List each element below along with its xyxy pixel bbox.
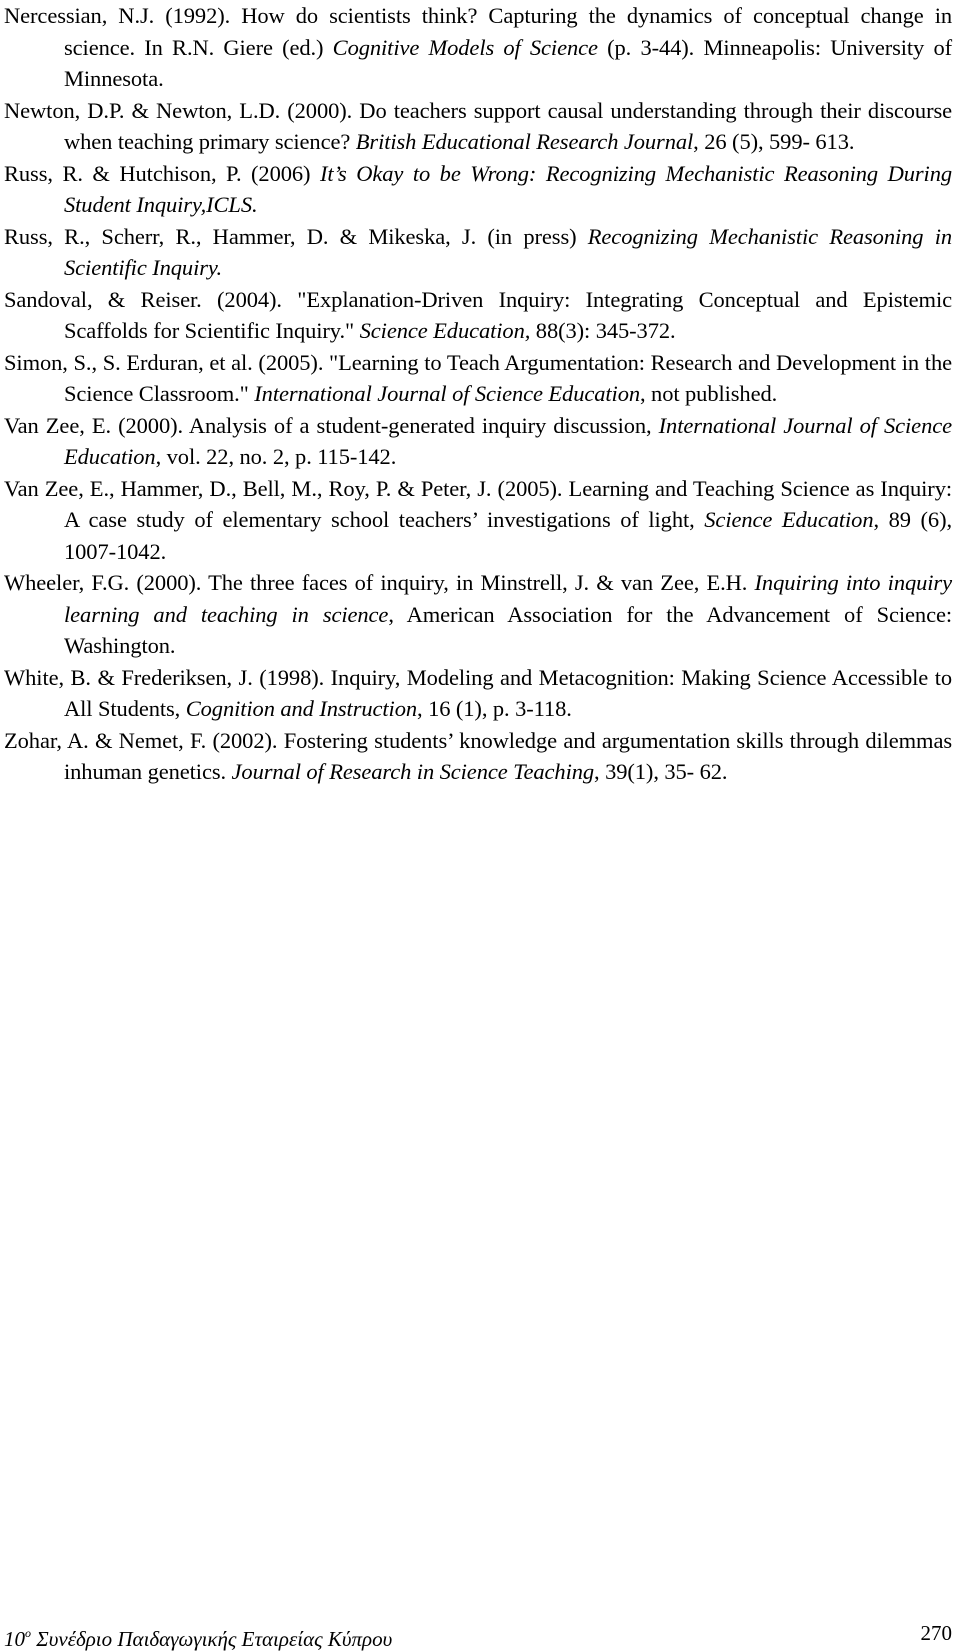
reference-entry: [4, 662, 952, 725]
reference-entry: [4, 473, 952, 568]
reference-text: , 89 (6), 1007-1042.: [64, 507, 952, 564]
reference-title-italic: It’s Okay to be Wrong: Recognizing Mechanistic Reasoning During Student Inquiry,ICLS.: [64, 160, 952, 217]
reference-text: Russ, R. & Hutchison, P. (2006): [4, 160, 320, 186]
reference-title-italic: British Educational Research Journal: [355, 129, 694, 154]
reference-text: 88(3): 345-372.: [530, 318, 676, 343]
reference-text: Newton, D.P. & Newton, L.D. (2000). Do teachers support causal understanding through their discourse when teaching primary science?: [4, 97, 952, 154]
reference-entry: [4, 158, 952, 221]
reference-text: White, B. & Frederiksen, J. (1998). Inquiry, Modeling and Metacognition: Making Science Accessible to All Students,: [4, 664, 952, 721]
reference-entry: [4, 284, 952, 347]
reference-entry: [4, 95, 952, 158]
reference-text: , American Association for the Advancement of Science: Washington.: [64, 601, 952, 658]
reference-text: Nercessian, N.J. (1992). How do scientists think? Capturing the dynamics of conceptual change in science. In R.N. Giere (ed.): [4, 3, 952, 60]
reference-text: Zohar, A. & Nemet, F. (2002). Fostering students’ knowledge and argumentation skills through dilemmas inhuman genetics.: [4, 727, 952, 784]
reference-entry: [4, 0, 952, 95]
page-number: 270: [920, 1621, 952, 1645]
reference-entry: [4, 347, 952, 410]
conference-name: Συνέδριο Παιδαγωγικής Εταιρείας Κύπρου: [31, 1627, 393, 1651]
reference-title-italic: Science Education: [704, 507, 874, 532]
reference-list: [4, 0, 952, 788]
reference-text: , not published.: [640, 381, 778, 406]
reference-title-italic: Cognitive Models of Science: [332, 34, 598, 60]
conference-title: [4, 1620, 392, 1652]
reference-title-italic: International Journal of Science Education: [254, 381, 640, 406]
reference-entry: [4, 221, 952, 284]
reference-text: Russ, R., Scherr, R., Hammer, D. & Mikeska, J. (in press): [4, 223, 588, 249]
reference-text: , 39(1), 35- 62.: [594, 759, 728, 784]
reference-title-italic: Recognizing Mechanistic Reasoning in Scientific Inquiry.: [64, 223, 953, 280]
reference-entry: [4, 725, 952, 788]
reference-text: Sandoval, & Reiser. (2004). "Explanation-Driven Inquiry: Integrating Conceptual and Epistemic Scaffolds for Scientific Inquiry.": [4, 286, 952, 343]
reference-text: , 26 (5), 599- 613.: [693, 129, 855, 154]
reference-entry: [4, 410, 952, 473]
reference-text: Van Zee, E. (2000). Analysis of a student-generated inquiry discussion,: [4, 412, 659, 438]
reference-text: , vol. 22, no. 2, p. 115-142.: [155, 444, 397, 469]
reference-title-italic: Inquiring into inquiry learning and teaching in science: [64, 570, 952, 627]
reference-title-italic: Science Education,: [359, 318, 531, 343]
reference-text: Simon, S., S. Erduran, et al. (2005). "Learning to Teach Argumentation: Research and Development in the Science Classroom.": [4, 349, 952, 406]
conference-number: 10: [4, 1627, 25, 1651]
reference-title-italic: Cognition and Instruction: [185, 696, 418, 721]
conference-ordinal: ο: [25, 1626, 31, 1640]
reference-text: , 16 (1), p. 3-118.: [417, 696, 572, 721]
reference-text: (p. 3-44). Minneapolis: University of Minnesota.: [64, 34, 952, 91]
reference-entry: [4, 567, 952, 662]
reference-text: Wheeler, F.G. (2000). The three faces of inquiry, in Minstrell, J. & van Zee, E.H.: [4, 570, 755, 595]
reference-title-italic: International Journal of Science Education: [64, 412, 952, 469]
reference-title-italic: Journal of Research in Science Teaching: [231, 759, 595, 784]
reference-text: Van Zee, E., Hammer, D., Bell, M., Roy, P. & Peter, J. (2005). Learning and Teaching Science as Inquiry: A case study of elementary school teachers’ investigations of light,: [4, 475, 952, 532]
